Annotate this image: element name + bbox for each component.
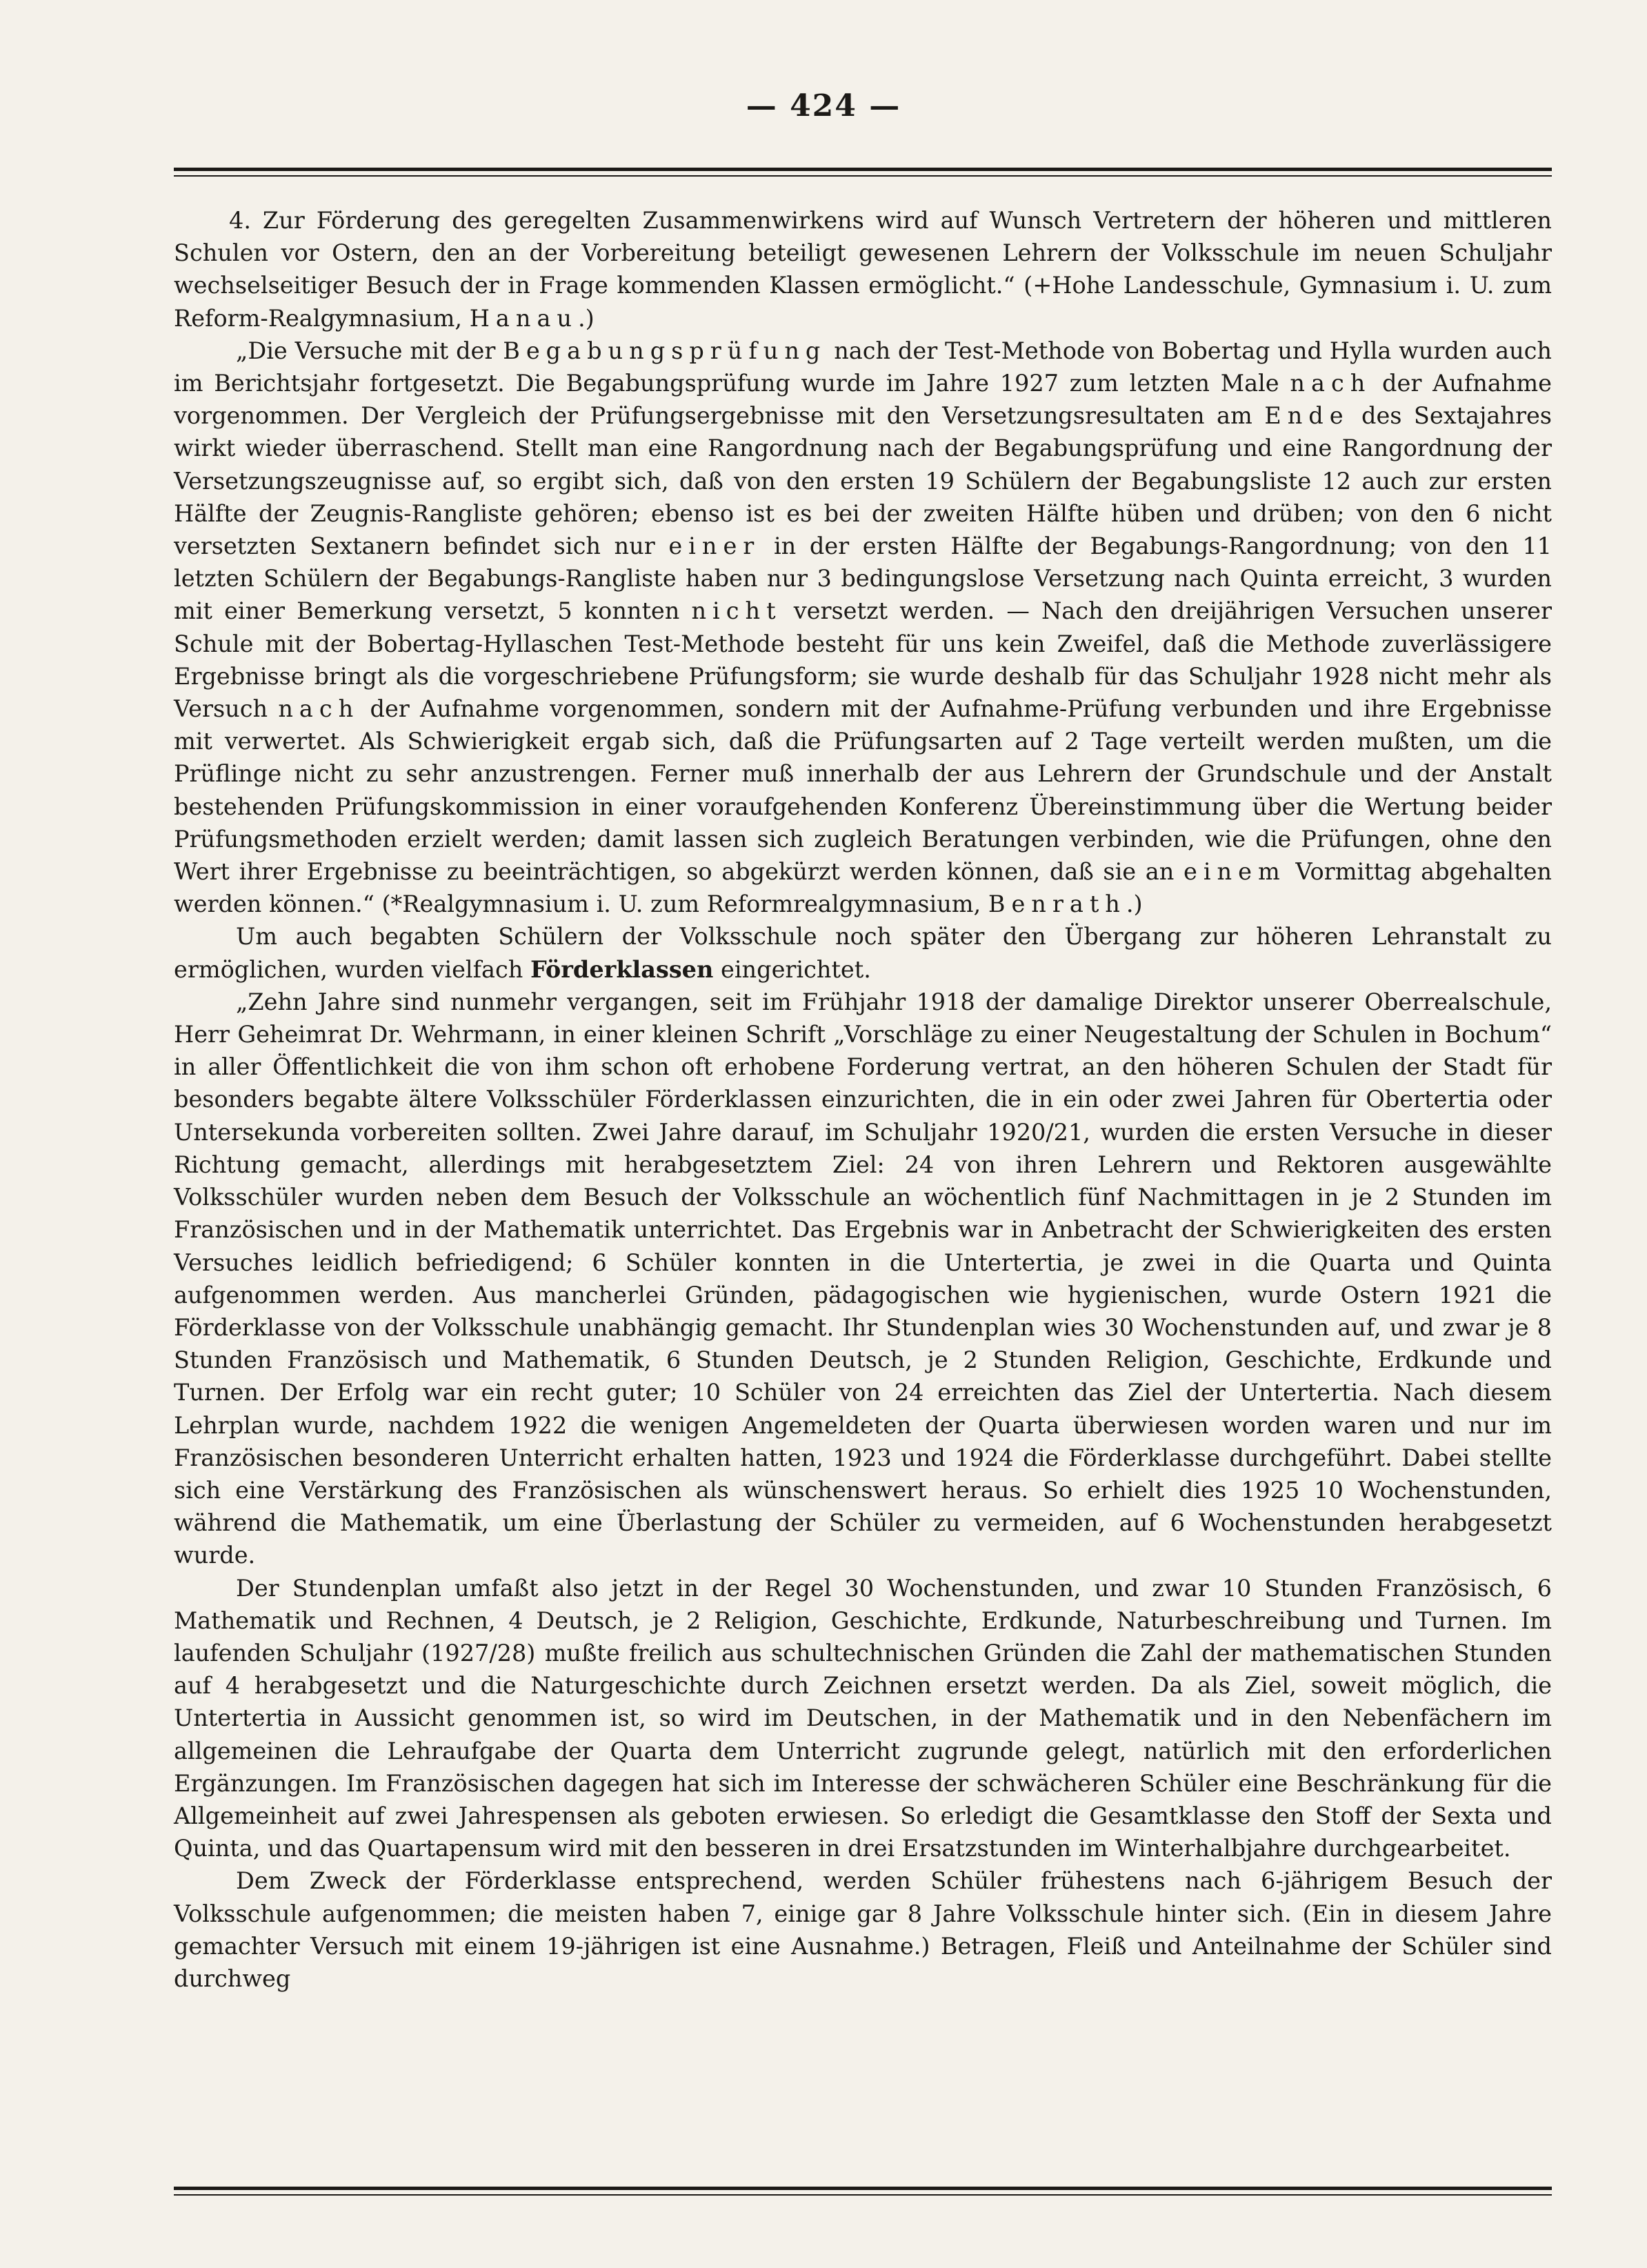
spaced-word: einem bbox=[1184, 858, 1286, 886]
footer-rule-thin bbox=[174, 2194, 1552, 2196]
body-text bbox=[174, 204, 1552, 1995]
footer-rule-thick bbox=[174, 2187, 1552, 2190]
spaced-word: Ende bbox=[1264, 402, 1350, 430]
paragraph-3: Um auch begabten Schülern der Volksschule noch später den Übergang zur höheren Lehranstalt zu ermöglichen, wurden vielfach Förderklassen eingerichtet. bbox=[174, 923, 1552, 983]
spaced-word: nach bbox=[278, 695, 360, 723]
bold-term: Förderklassen bbox=[530, 955, 714, 983]
spaced-word: Hanau bbox=[469, 304, 578, 332]
paragraph-5: Der Stundenplan umfaßt also jetzt in der Regel 30 Wochenstunden, und zwar 10 Stunden Französisch, 6 Mathematik und Rechnen, 4 Deutsch, je 2 Religion, Geschichte, Erdkunde, Naturbeschreibung und Turnen. Im laufenden Schuljahr (1927/28) mußte freilich aus schultechnischen Gründen die Zahl der mathematischen Stunden auf 4 herabgesetzt und die Naturgeschichte durch Zeichnen ersetzt werden. Da als Ziel, soweit möglich, die Untertertia in Aussicht genommen ist, so wird im Deutschen, in der Mathematik und in den Nebenfächern im allgemeinen die Lehraufgabe der Quarta dem Unterricht zugrunde gelegt, natürlich mit den erforderlichen Ergänzungen. Im Französischen dagegen hat sich im Interesse der schwächeren Schüler eine Beschränkung für die Allgemeinheit auf zwei Jahrespensen als geboten erwiesen. So erledigt die Gesamtklasse den Stoff der Sexta und Quinta, und das Quartapensum wird mit den besseren in drei Ersatzstunden im Winterhalbjahre durchgearbeitet. bbox=[174, 1574, 1552, 1862]
paragraph-4: „Zehn Jahre sind nunmehr vergangen, seit im Frühjahr 1918 der damalige Direktor unserer Oberrealschule, Herr Geheimrat Dr. Wehrmann, in einer kleinen Schrift „Vorschläge zu einer Neugestaltung der Schulen in Bochum“ in aller Öffentlichkeit die von ihm schon oft erhobene Forderung vertrat, an den höheren Schulen der Stadt für besonders begabte ältere Volksschüler Förderklassen einzurichten, die in ein oder zwei Jahren für Obertertia oder Untersekunda vorbereiten sollten. Zwei Jahre darauf, im Schuljahr 1920/21, wurden die ersten Versuche in dieser Richtung gemacht, allerdings mit herabgesetztem Ziel: 24 von ihren Lehrern und Rektoren ausgewählte Volksschüler wurden neben dem Besuch der Volksschule an wöchentlich fünf Nachmittagen in je 2 Stunden im Französischen und in der Mathematik unterrichtet. Das Ergebnis war in Anbetracht der Schwierigkeiten des ersten Versuches leidlich befriedigend; 6 Schüler konnten in die Untertertia, je zwei in die Quarta und Quinta aufgenommen werden. Aus mancherlei Gründen, pädagogischen wie hygienischen, wurde Ostern 1921 die Förderklasse von der Volksschule unabhängig gemacht. Ihr Stundenplan wies 30 Wochenstunden auf, und zwar je 8 Stunden Französisch und Mathematik, 6 Stunden Deutsch, je 2 Stunden Religion, Geschichte, Erdkunde und Turnen. Der Erfolg war ein recht guter; 10 Schüler von 24 erreichten das Ziel der Untertertia. Nach diesem Lehrplan wurde, nachdem 1922 die wenigen Angemeldeten der Quarta überwiesen worden waren und nur im Französischen besonderen Unterricht erhalten hatten, 1923 und 1924 die Förderklasse durchgeführt. Dabei stellte sich eine Verstärkung des Französischen als wünschenswert heraus. So erhielt dies 1925 10 Wochenstunden, während die Mathematik, um eine Überlastung der Schüler zu vermeiden, auf 6 Wochenstunden herabgesetzt wurde. bbox=[174, 988, 1552, 1569]
header-rule-thin bbox=[174, 175, 1552, 177]
paragraph-6: Dem Zweck der Förderklasse entsprechend, werden Schüler frühestens nach 6-jährigem Besuch der Volksschule aufgenommen; die meisten haben 7, einige gar 8 Jahre Volksschule hinter sich. (Ein in diesem Jahre gemachter Versuch mit einem 19-jährigen ist eine Ausnahme.) Betragen, Fleiß und Anteilnahme der Schüler sind durchweg bbox=[174, 1867, 1552, 1992]
spaced-word: einer bbox=[668, 533, 761, 560]
paragraph-1: 4. Zur Förderung des geregelten Zusammenwirkens wird auf Wunsch Vertretern der höheren und mittleren Schulen vor Ostern, den an der Vorbereitung beteiligt gewesenen Lehrern der Volksschule im neuen Schuljahr wechselseitiger Besuch der in Frage kommenden Klassen ermöglicht.“ (+Hohe Landesschule, Gymnasium i. U. zum Reform-Realgymnasium, Hanau.) bbox=[174, 207, 1552, 332]
paragraph-2: „Die Versuche mit der Begabungsprüfung nach der Test-Methode von Bobertag und Hylla wurden auch im Berichtsjahr fortgesetzt. Die Begabungsprüfung wurde im Jahre 1927 zum letzten Male nach der Aufnahme vorgenommen. Der Vergleich der Prüfungsergebnisse mit den Versetzungsresultaten am Ende des Sextajahres wirkt wieder überraschend. Stellt man eine Rangordnung nach der Begabungsprüfung und eine Rangordnung der Versetzungszeugnisse auf, so ergibt sich, daß von den ersten 19 Schülern der Begabungsliste 12 auch zur ersten Hälfte der Zeugnis-Rangliste gehören; ebenso ist es bei der zweiten Hälfte hüben und drüben; von den 6 nicht versetzten Sextanern befindet sich nur einer in der ersten Hälfte der Begabungs-Rangordnung; von den 11 letzten Schülern der Begabungs-Rangliste haben nur 3 bedingungslose Versetzung nach Quinta erreicht, 3 wurden mit einer Bemerkung versetzt, 5 konnten nicht versetzt werden. — Nach den dreijährigen Versuchen unserer Schule mit der Bobertag-Hyllaschen Test-Methode besteht für uns kein Zweifel, daß die Methode zuverlässigere Ergebnisse bringt als die vorgeschriebene Prüfungsform; sie wurde deshalb für das Schuljahr 1928 nicht mehr als Versuch nach der Aufnahme vorgenommen, sondern mit der Aufnahme-Prüfung verbunden und ihre Ergebnisse mit verwertet. Als Schwierigkeit ergab sich, daß die Prüfungsarten auf 2 Tage verteilt werden mußten, um die Prüflinge nicht zu sehr anzustrengen. Ferner muß innerhalb der aus Lehrern der Grundschule und der Anstalt bestehenden Prüfungskommission in einer voraufgehenden Konferenz Übereinstimmung über die Wertung beider Prüfungsmethoden erzielt werden; damit lassen sich zugleich Beratungen verbinden, wie die Prüfungen, ohne den Wert ihrer Ergebnisse zu beeinträchtigen, so abgekürzt werden können, daß sie an einem Vormittag abgehalten werden können.“ (*Realgymnasium i. U. zum Reformrealgymnasium, Benrath.) bbox=[174, 337, 1553, 918]
spaced-word: Begabungsprüfung bbox=[503, 337, 827, 364]
spaced-word: nach bbox=[1290, 370, 1372, 397]
page-number: — 424 — bbox=[746, 88, 901, 123]
spaced-word: nicht bbox=[691, 597, 782, 625]
spaced-word: Benrath bbox=[988, 891, 1126, 918]
header-rule-thick bbox=[174, 168, 1552, 171]
